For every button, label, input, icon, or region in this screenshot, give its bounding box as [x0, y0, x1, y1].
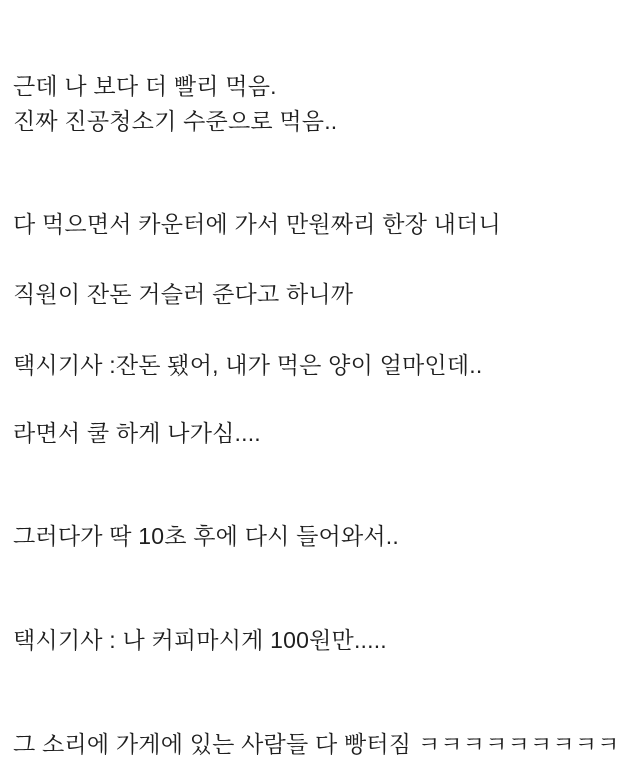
- post-text-line: 진짜 진공청소기 수준으로 먹음..: [13, 108, 338, 134]
- post-text-line: 택시기사 :잔돈 됐어, 내가 먹은 양이 얼마인데..: [13, 352, 483, 378]
- post-text-line: 그러다가 딱 10초 후에 다시 들어와서..: [13, 523, 399, 549]
- post-text-line: 다 먹으면서 카운터에 가서 만원짜리 한장 내더니: [13, 211, 501, 237]
- post-text-line: 직원이 잔돈 거슬러 준다고 하니까: [13, 281, 354, 307]
- post-text-line: 그 소리에 가게에 있는 사람들 다 빵터짐 ㅋㅋㅋㅋㅋㅋㅋㅋㅋ: [13, 731, 620, 757]
- post-text-line: 택시기사 : 나 커피마시게 100원만.....: [13, 627, 387, 653]
- post-text-line: 근데 나 보다 더 빨리 먹음.: [13, 73, 277, 99]
- post-text-line: 라면서 쿨 하게 나가심....: [13, 420, 261, 446]
